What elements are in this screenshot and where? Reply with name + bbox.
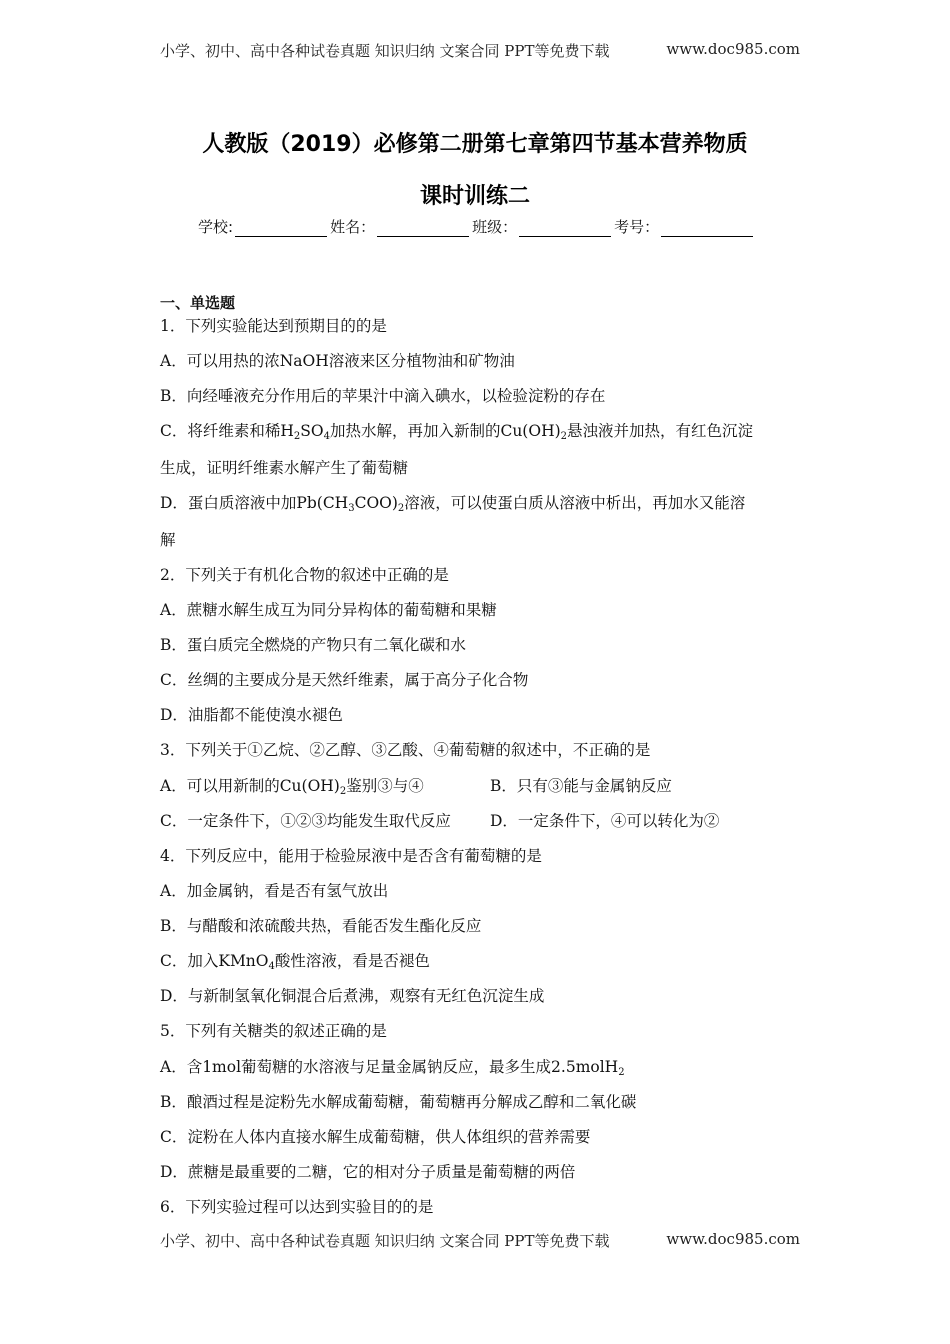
- q2-option-d: D．油脂都不能使溴水褪色: [160, 706, 343, 724]
- header-text: 小学、初中、高中各种试卷真题 知识归纳 文案合同 PPT等免费下载: [160, 42, 610, 60]
- section-heading: 一、单选题: [160, 294, 236, 312]
- class-label: 班级：: [472, 218, 518, 236]
- name-label: 姓名：: [330, 218, 376, 236]
- q4-stem: 4．下列反应中，能用于检验尿液中是否含有葡萄糖的是: [160, 847, 542, 865]
- text: 鉴别③与④: [346, 777, 424, 795]
- q2-option-b: B．蛋白质完全燃烧的产物只有二氧化碳和水: [160, 636, 466, 654]
- text: D．蛋白质溶液中加Pb(CH: [160, 494, 349, 512]
- q3-stem: 3．下列关于①乙烷、②乙醇、③乙酸、④葡萄糖的叙述中，不正确的是: [160, 741, 651, 759]
- subscript: 4: [323, 431, 330, 442]
- exam-number-blank[interactable]: [661, 222, 753, 237]
- subscript: 3: [348, 503, 355, 514]
- q1-stem: 1．下列实验能达到预期目的的是: [160, 317, 387, 335]
- text: A．含1mol葡萄糖的水溶液与足量金属钠反应，最多生成2.5molH: [160, 1058, 619, 1076]
- subscript: 2: [397, 503, 405, 514]
- header-url[interactable]: www.doc985.com: [666, 40, 800, 58]
- text: SO: [300, 422, 324, 440]
- q2-stem: 2．下列关于有机化合物的叙述中正确的是: [160, 566, 449, 584]
- q1-option-c-continued: 生成，证明纤维素水解产生了葡萄糖: [160, 459, 409, 477]
- subscript: 2: [618, 1067, 625, 1078]
- subscript: 4: [268, 961, 275, 972]
- q5-option-d: D．蔗糖是最重要的二糖，它的相对分子质量是葡萄糖的两倍: [160, 1163, 576, 1181]
- text: COO): [354, 494, 398, 512]
- q3-option-d: D．一定条件下，④可以转化为②: [490, 812, 720, 830]
- page-footer: [160, 1230, 800, 1251]
- document-subtitle: 课时训练二: [419, 184, 530, 209]
- footer-url[interactable]: www.doc985.com: [666, 1230, 800, 1248]
- school-label: 学校:: [198, 218, 234, 236]
- exam-number-label: 考号：: [614, 218, 660, 236]
- name-blank[interactable]: [377, 222, 469, 237]
- text: 溶液，可以使蛋白质从溶液中析出，再加水又能溶: [404, 494, 746, 512]
- text: C．加入KMnO: [160, 952, 269, 970]
- q3-option-b: B．只有③能与金属钠反应: [490, 777, 672, 795]
- q1-option-d: [160, 493, 745, 513]
- text: 悬浊液并加热，有红色沉淀: [567, 422, 754, 440]
- q4-option-b: B．与醋酸和浓硫酸共热，看能否发生酯化反应: [160, 917, 482, 935]
- q5-stem: 5．下列有关糖类的叙述正确的是: [160, 1022, 387, 1040]
- text: 加热水解，再加入新制的Cu(OH): [329, 422, 561, 440]
- subscript: 2: [293, 431, 301, 442]
- q2-option-c: C．丝绸的主要成分是天然纤维素，属于高分子化合物: [160, 671, 529, 689]
- q2-option-a: A．蔗糖水解生成互为同分异构体的葡萄糖和果糖: [160, 601, 497, 619]
- text: C．将纤维素和稀H: [160, 422, 294, 440]
- footer-text: 小学、初中、高中各种试卷真题 知识归纳 文案合同 PPT等免费下载: [160, 1232, 610, 1250]
- text: 酸性溶液，看是否褪色: [274, 952, 430, 970]
- q5-option-a: [160, 1057, 625, 1077]
- subscript: 2: [560, 431, 568, 442]
- q1-option-b: B．向经唾液充分作用后的苹果汁中滴入碘水，以检验淀粉的存在: [160, 387, 606, 405]
- class-blank[interactable]: [519, 222, 611, 237]
- q3-option-a: [160, 776, 424, 796]
- q5-option-c: C．淀粉在人体内直接水解生成葡萄糖，供人体组织的营养需要: [160, 1128, 591, 1146]
- q1-option-c: [160, 421, 753, 441]
- q5-option-b: B．酿酒过程是淀粉先水解成葡萄糖，葡萄糖再分解成乙醇和二氧化碳: [160, 1093, 637, 1111]
- text: A．可以用新制的Cu(OH): [160, 777, 340, 795]
- page-header: [160, 40, 800, 61]
- school-blank[interactable]: [235, 222, 327, 237]
- student-info-fields: [198, 216, 798, 237]
- q4-option-c: [160, 951, 430, 971]
- q4-option-d: D．与新制氢氧化铜混合后煮沸，观察有无红色沉淀生成: [160, 987, 545, 1005]
- subscript: 2: [339, 786, 347, 797]
- q4-option-a: A．加金属钠，看是否有氢气放出: [160, 882, 389, 900]
- q3-option-c: C．一定条件下，①②③均能发生取代反应: [160, 812, 451, 830]
- document-title: 人教版（2019）必修第二册第七章第四节基本营养物质: [202, 132, 748, 157]
- q6-stem: 6．下列实验过程可以达到实验目的的是: [160, 1198, 434, 1216]
- q1-option-d-continued: 解: [160, 531, 176, 549]
- q1-option-a: A．可以用热的浓NaOH溶液来区分植物油和矿物油: [160, 352, 515, 370]
